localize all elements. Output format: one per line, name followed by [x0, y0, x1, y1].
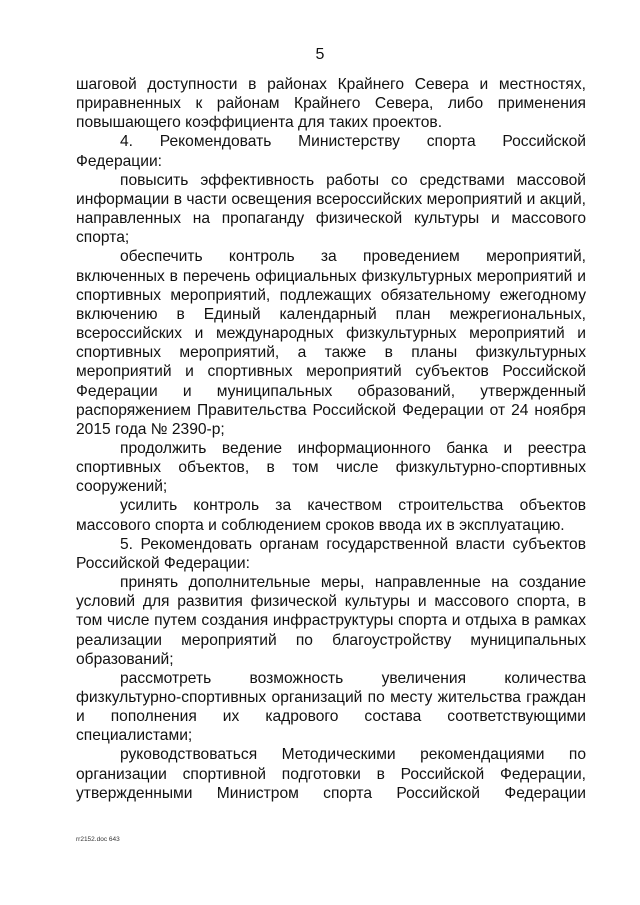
- paragraph: руководствоваться Методическими рекомендациями по организации спортивной подготовки в Российской Федерации, утвержденными Министром спорта Российской Федерации: [76, 746, 586, 802]
- page-number: 5: [315, 46, 325, 63]
- paragraph: принять дополнительные меры, направленные на создание условий для развития физической культуры и массового спорта, в том числе путем создания инфраструктуры спорта и отдыха в рамках реализации мероприятий по благоустройству муниципальных образований;: [76, 574, 586, 668]
- paragraph: повысить эффективность работы со средствами массовой информации в части освещения всероссийских мероприятий и акций, направленных на пропаганду физической культуры и массового спорта;: [76, 171, 586, 247]
- body-text: [76, 75, 586, 803]
- paragraph: обеспечить контроль за проведением мероприятий, включенных в перечень официальных физкультурных мероприятий и спортивных мероприятий, подлежащих обязательному ежегодному включению в Единый календарный план межрегиональных, всероссийских и международных физкультурных мероприятий и спортивных мероприятий, а также в планы физкультурных мероприятий и спортивных мероприятий субъектов Российской Федерации и муниципальных образований, утвержденный распоряжением Правительства Российской Федерации от 24 ноября 2015 года № 2390-р;: [76, 248, 586, 438]
- paragraph: 4. Рекомендовать Министерству спорта Российской Федерации:: [76, 133, 586, 170]
- paragraph: рассмотреть возможность увеличения количества физкультурно-спортивных организаций по месту жительства граждан и пополнения их кадрового состава соответствующими специалистами;: [76, 669, 586, 745]
- footer-doc-code: rr2152.doc 643: [76, 836, 120, 843]
- paragraph: шаговой доступности в районах Крайнего Севера и местностях, приравненных к районам Крайнего Севера, либо применения повышающего коэффициента для таких проектов.: [76, 76, 586, 132]
- paragraph: продолжить ведение информационного банка и реестра спортивных объектов, в том числе физкультурно-спортивных сооружений;: [76, 439, 586, 496]
- paragraph: усилить контроль за качеством строительства объектов массового спорта и соблюдением сроков ввода их в эксплуатацию.: [76, 497, 586, 534]
- paragraph: 5. Рекомендовать органам государственной власти субъектов Российской Федерации:: [76, 535, 586, 572]
